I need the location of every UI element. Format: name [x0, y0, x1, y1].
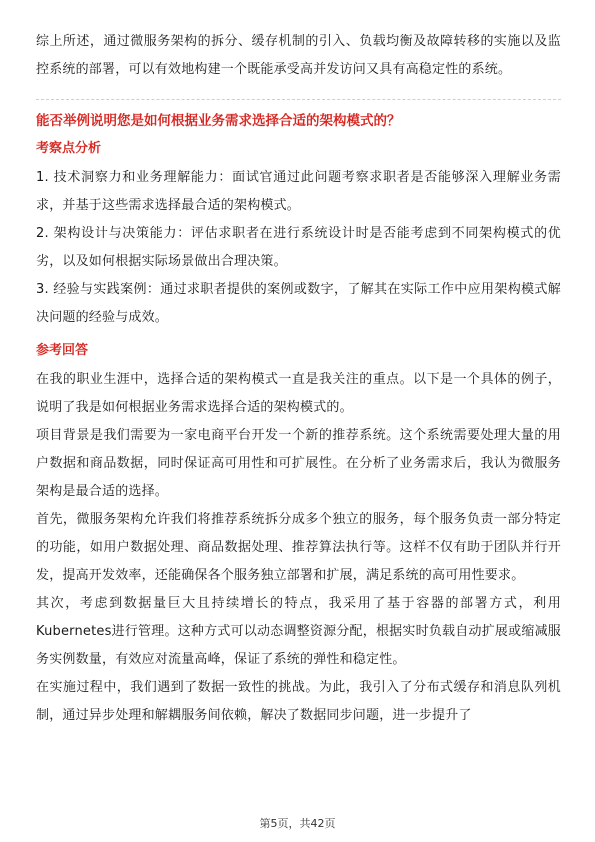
question-heading: 能否举例说明您是如何根据业务需求选择合适的架构模式的？ [36, 113, 401, 129]
analysis-point: 2. 架构设计与决策能力：评估求职者在进行系统设计时是否能考虑到不同架构模式的优劣，以及如何根据实际场景做出合理决策。 [36, 226, 561, 269]
answer-paragraph: 在我的职业生涯中，选择合适的架构模式一直是我关注的重点。以下是一个具体的例子，说明了我是如何根据业务需求选择合适的架构模式的。 [36, 372, 561, 415]
intro-paragraph: 综上所述，通过微服务架构的拆分、缓存机制的引入、负载均衡及故障转移的实施以及监控系统的部署，可以有效地构建一个既能承受高并发访问又具有高稳定性的系统。 [36, 34, 561, 77]
answer-paragraph: 在实施过程中，我们遇到了数据一致性的挑战。为此，我引入了分布式缓存和消息队列机制，通过异步处理和解耦服务间依赖，解决了数据同步问题，进一步提升了 [36, 680, 561, 723]
answer-paragraph: 首先，微服务架构允许我们将推荐系统拆分成多个独立的服务，每个服务负责一部分特定的功能，如用户数据处理、商品数据处理、推荐算法执行等。这样不仅有助于团队并行开发，提高开发效率，还能确保各个服务独立部署和扩展，满足系统的高可用性要求。 [36, 512, 561, 583]
document-page [36, 28, 561, 730]
analysis-point: 3. 经验与实践案例：通过求职者提供的案例或数字，了解其在实际工作中应用架构模式解决问题的经验与成效。 [36, 282, 561, 325]
analysis-heading: 考察点分析 [36, 141, 102, 156]
answer-heading: 参考回答 [36, 343, 89, 358]
section-divider [36, 99, 561, 100]
answer-paragraph: 项目背景是我们需要为一家电商平台开发一个新的推荐系统。这个系统需要处理大量的用户数据和商品数据，同时保证高可用性和可扩展性。在分析了业务需求后，我认为微服务架构是最合适的选择。 [36, 428, 561, 499]
analysis-point: 1. 技术洞察力和业务理解能力：面试官通过此问题考察求职者是否能够深入理解业务需求，并基于这些需求选择最合适的架构模式。 [36, 170, 561, 213]
answer-paragraph: 其次，考虑到数据量巨大且持续增长的特点，我采用了基于容器的部署方式，利用Kubernetes进行管理。这种方式可以动态调整资源分配，根据实时负载自动扩展或缩减服务实例数量，有效应对流量高峰，保证了系统的弹性和稳定性。 [36, 596, 561, 667]
page-number: 第5页，共42页 [259, 817, 336, 830]
